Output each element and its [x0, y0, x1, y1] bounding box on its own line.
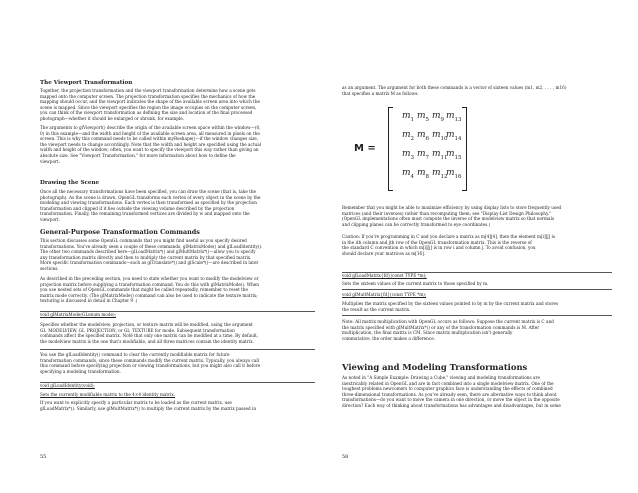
- divider: [342, 289, 612, 290]
- text-line: If you want to explicitly specify a particular matrix to be loaded as the current matrix, use: [40, 400, 232, 405]
- text-line: Remember that you might be able to maximize efficiency by using display lists to store frequently used: [342, 205, 562, 210]
- matrix-cell-symbol: m: [446, 130, 455, 140]
- matrix-cell: [417, 130, 429, 142]
- matrix-right-bracket: [462, 107, 467, 191]
- matrix-cell-symbol: m: [446, 111, 455, 121]
- text-line: the matrix specified with glMultMatrix*() or any of the transformation commands is M. After: [342, 324, 540, 330]
- matrix-cell-index: 1: [410, 116, 415, 123]
- matrix-cell-index: 13: [454, 116, 462, 123]
- matrix-cell-index: 2: [410, 135, 415, 142]
- text-line: commands affect the specified matrix. Note that only one matrix can be modified at a time. By default,: [40, 333, 259, 339]
- text-line: Together, the projection transformation and the viewport transformation determine how a scene gets: [40, 88, 256, 93]
- text-line: viewport.: [40, 217, 60, 222]
- text-line: projection matrix before supplying a transformation command. You do this with glMatrixMode(). When: [40, 281, 259, 287]
- matrix-cell-symbol: m: [402, 130, 411, 140]
- text-line: this command before specifying projection or viewing transformations, but you might also call it before: [40, 363, 261, 369]
- viewing-heading: Viewing and Modeling Transformations: [342, 362, 528, 372]
- divider: [342, 315, 612, 316]
- text-line: commutative, the order makes a difference.: [342, 335, 436, 341]
- matrix-cell-index: 7: [425, 154, 430, 161]
- matrix-cell-symbol: m: [446, 168, 455, 178]
- text-line: GL_MODELVIEW, GL_PROJECTION, or GL_TEXTURE for mode. Subsequent transformation: [40, 327, 235, 333]
- text-line: multiplication, the final matrix is CM. Since matrix multiplication isn't generally: [342, 330, 513, 336]
- text-line: Multiplies the matrix specified by the sixteen values pointed to by m by the current matrix and stores: [342, 301, 559, 306]
- cmd-matrixmode: void glMatrixMode(GLenum mode);: [40, 312, 117, 317]
- text-line: direction? Each way of thinking about transformations has advantages and disadvantages, but in some: [342, 403, 561, 408]
- matrix-cell-symbol: m: [417, 130, 426, 140]
- text-line: mapping should occur, and the viewport indicates the shape of the available screen area into which the: [40, 99, 261, 105]
- text-line: absolute size. See "Viewport Transformation," for more information about how to define the: [40, 153, 236, 158]
- matrix-left-bracket: [388, 107, 393, 191]
- text-line: should declare your matrices as m[16].: [342, 250, 426, 256]
- text-line: the result as the current matrix.: [342, 306, 411, 312]
- text-line: photograph). As the scene is drawn, OpenGL transforms each vertex of every object in the scene by the: [40, 194, 261, 200]
- text-line: any transformation matrix directly and then to multiply the current matrix by that specified matrix.: [40, 254, 252, 260]
- matrix-cell-index: 10: [440, 135, 448, 142]
- matrix-cell: [446, 168, 462, 180]
- page-number-left: 55: [40, 454, 47, 460]
- matrix-cell-symbol: m: [402, 168, 411, 178]
- text-line: as an argument. The argument for both these commands is a vector of sixteen values (m1, m2, . . . , m16): [342, 85, 567, 90]
- text-line: toughest problems newcomers to computer graphics face is understanding the effects of combined: [342, 386, 553, 392]
- text-line: photograph—whether it should be enlarged or shrunk, for example.: [40, 116, 185, 121]
- text-line: the modelview matrix is the one that's modifiable, and all three matrices contain the identity matrix.: [40, 338, 254, 344]
- text-line: modeling and viewing transformations. Each vertex is then transformed as specified by the projection: [40, 200, 257, 206]
- cmd-multmatrix: void glMultMatrix{fd}(const TYPE *m);: [342, 292, 427, 297]
- matrix-cell-symbol: m: [417, 111, 426, 121]
- text-line: Caution: If you're programming in C and you declare a matrix as m[4][4], then the element m[i][j] is: [342, 234, 555, 239]
- text-line: Once all the necessary transformations have been specified, you can draw the scene (that is, take the: [40, 189, 257, 194]
- matrix-cell: [402, 149, 414, 161]
- text-line: three-dimensional transformations. As you've already seen, there are alternative ways to think about: [342, 391, 557, 397]
- matrix-cell-symbol: m: [432, 149, 441, 159]
- matrix-label: M =: [354, 143, 376, 154]
- text-line: the viewport needs to change accordingly. Note that the width and height are specified using the actual: [40, 141, 262, 147]
- text-line: mapped onto the computer screen. The projection transformation specifies the mechanics of how the: [40, 93, 256, 99]
- text-line: glLoadMatrix*(). Similarly, use glMultMatrix*() to multiply the current matrix by the matrix passed in: [40, 405, 257, 411]
- cmd-loadmatrix-desc: Sets the sixteen values of the current matrix to those specified by m.: [342, 281, 489, 286]
- matrix-cell-index: 15: [454, 154, 462, 161]
- matrix-cell: [432, 111, 444, 123]
- text-line: sections.: [40, 266, 59, 271]
- text-line: scene is mapped. Since the viewport specifies the region the image occupies on the computer screen,: [40, 104, 257, 110]
- matrix-cell-symbol: m: [432, 168, 441, 178]
- matrix-cell-index: 12: [440, 173, 448, 180]
- text-line: specifying a modeling transformation.: [40, 368, 121, 374]
- matrix-cell-index: 6: [425, 135, 430, 142]
- matrix-cell-index: 14: [454, 135, 462, 142]
- matrix-cell-symbol: m: [446, 149, 455, 159]
- text-line: transformation and clipped if it lies outside the viewing volume described by the projection: [40, 205, 235, 211]
- text-line: you use nested sets of OpenGL commands that might be called repeatedly, remember to reset the: [40, 287, 248, 293]
- text-line: As described in the preceding section, you need to state whether you want to modify the modelview or: [40, 276, 259, 281]
- text-line: This section discusses some OpenGL commands that you might find useful as you specify desired: [40, 238, 247, 243]
- matrix-cell-symbol: m: [432, 111, 441, 121]
- text-line: that specifies a matrix M as follows:: [342, 90, 419, 96]
- matrix-equation: [354, 107, 464, 189]
- matrix-cell-index: 11: [440, 154, 448, 161]
- text-line: you can think of the viewport transformation as defining the size and location of the final processed: [40, 110, 253, 116]
- text-line: width and height of the window; often, you want to specify the viewport this way rather than giving an: [40, 147, 259, 153]
- cmd-loadidentity-desc: Sets the currently modifiable matrix to the 4×4 identity matrix.: [40, 392, 176, 397]
- matrix-cell-symbol: m: [417, 149, 426, 159]
- text-line: transformation commands, since these commands modify the current matrix. Typically, you always call: [40, 357, 260, 363]
- matrix-cell-index: 16: [454, 173, 462, 180]
- text-line: in the ith column and jth row of the OpenGL transformation matrix. This is the reverse of: [342, 239, 532, 245]
- text-line: As noted in "A Simple Example: Drawing a Cube," viewing and modeling transformations are: [342, 375, 540, 380]
- text-line: More specific transformation commands—such as glTranslate*() and glScale*()—are described in later: [40, 260, 259, 266]
- matrix-cell: [446, 149, 462, 161]
- cmd-loadmatrix: void glLoadMatrix{fd}(const TYPE *m);: [342, 273, 427, 278]
- text-line: transformation. Finally, the remaining transformed vertices are divided by w and mapped onto the: [40, 211, 250, 217]
- text-line: viewport.: [40, 158, 60, 164]
- text-line: texturing is discussed in detail in Chapter 9 .): [40, 298, 138, 304]
- drawing-heading: Drawing the Scene: [40, 180, 100, 186]
- divider: [40, 349, 315, 350]
- text-line: the standard C convention in which m[i][j] is in row i and column j. To avoid confusion, you: [342, 245, 536, 251]
- matrix-cell: [402, 130, 414, 142]
- matrix-cell-index: 8: [425, 173, 430, 180]
- text-line: inextricably related in OpenGL and are in fact combined into a single modelview matrix. One of the: [342, 380, 554, 386]
- text-line: The other two commands described here—glLoadMatrix*() and glMultMatrix*()—allow you to specify: [40, 249, 256, 255]
- matrix-cell-symbol: m: [402, 111, 411, 121]
- matrix-cell: [446, 130, 462, 142]
- matrix-cell-index: 9: [440, 116, 445, 123]
- matrix-cell-index: 5: [425, 116, 430, 123]
- text-line: matrices (and their inverses) rather than recomputing them; see "Display-List Design Philosophy.": [342, 210, 552, 216]
- cmd-loadidentity: void glLoadIdentity(void);: [40, 383, 95, 388]
- text-line: and clipping planes can be correctly transformed to eye coordinates.): [342, 221, 491, 227]
- text-line: Note: All matrix multiplication with OpenGL occurs as follows: Suppose the current matrix is C and: [342, 319, 554, 324]
- viewport-heading: The Viewport Transformation: [40, 80, 133, 86]
- matrix-cell: [417, 149, 429, 161]
- text-line: (OpenGL implementations often must compute the inverse of the modelview matrix so that normals: [342, 216, 554, 222]
- matrix-cell-index: 4: [410, 173, 415, 180]
- text-line: transformations—do you want to move the camera in one direction, or move the object in the opposite: [342, 397, 560, 403]
- general-heading: General-Purpose Transformation Commands: [40, 228, 200, 236]
- text-line: You use the glLoadIdentity() command to clear the currently modifiable matrix for future: [40, 352, 230, 357]
- text-line: Specifies whether the modelview, projection, or texture matrix will be modified, using the argument: [40, 322, 253, 327]
- text-line: screen. This is why this command needs to be called within myReshape()—if the window changes size,: [40, 136, 259, 142]
- matrix-cell: [417, 168, 429, 180]
- matrix-cell: [402, 111, 414, 123]
- matrix-cell-symbol: m: [417, 168, 426, 178]
- matrix-cell: [446, 111, 462, 123]
- text-line: matrix mode correctly. (The glMatrixMode() command can also be used to indicate the texture matrix;: [40, 292, 258, 298]
- text-line: 0) in this example—and the width and height of the available screen area, all measured in pixels on the: [40, 130, 260, 136]
- text-line: The arguments to glViewport() describe the origin of the available screen space within the window—(0,: [40, 125, 261, 130]
- text-line: transformations. You've already seen a couple of these commands, glMatrixMode() and glLoadIdentity().: [40, 243, 263, 249]
- matrix-cell-symbol: m: [432, 130, 441, 140]
- page-number-right: 58: [342, 454, 349, 460]
- matrix-cell: [402, 168, 414, 180]
- matrix-cell-index: 3: [410, 154, 415, 161]
- matrix-cell: [417, 111, 429, 123]
- matrix-cell-symbol: m: [402, 149, 411, 159]
